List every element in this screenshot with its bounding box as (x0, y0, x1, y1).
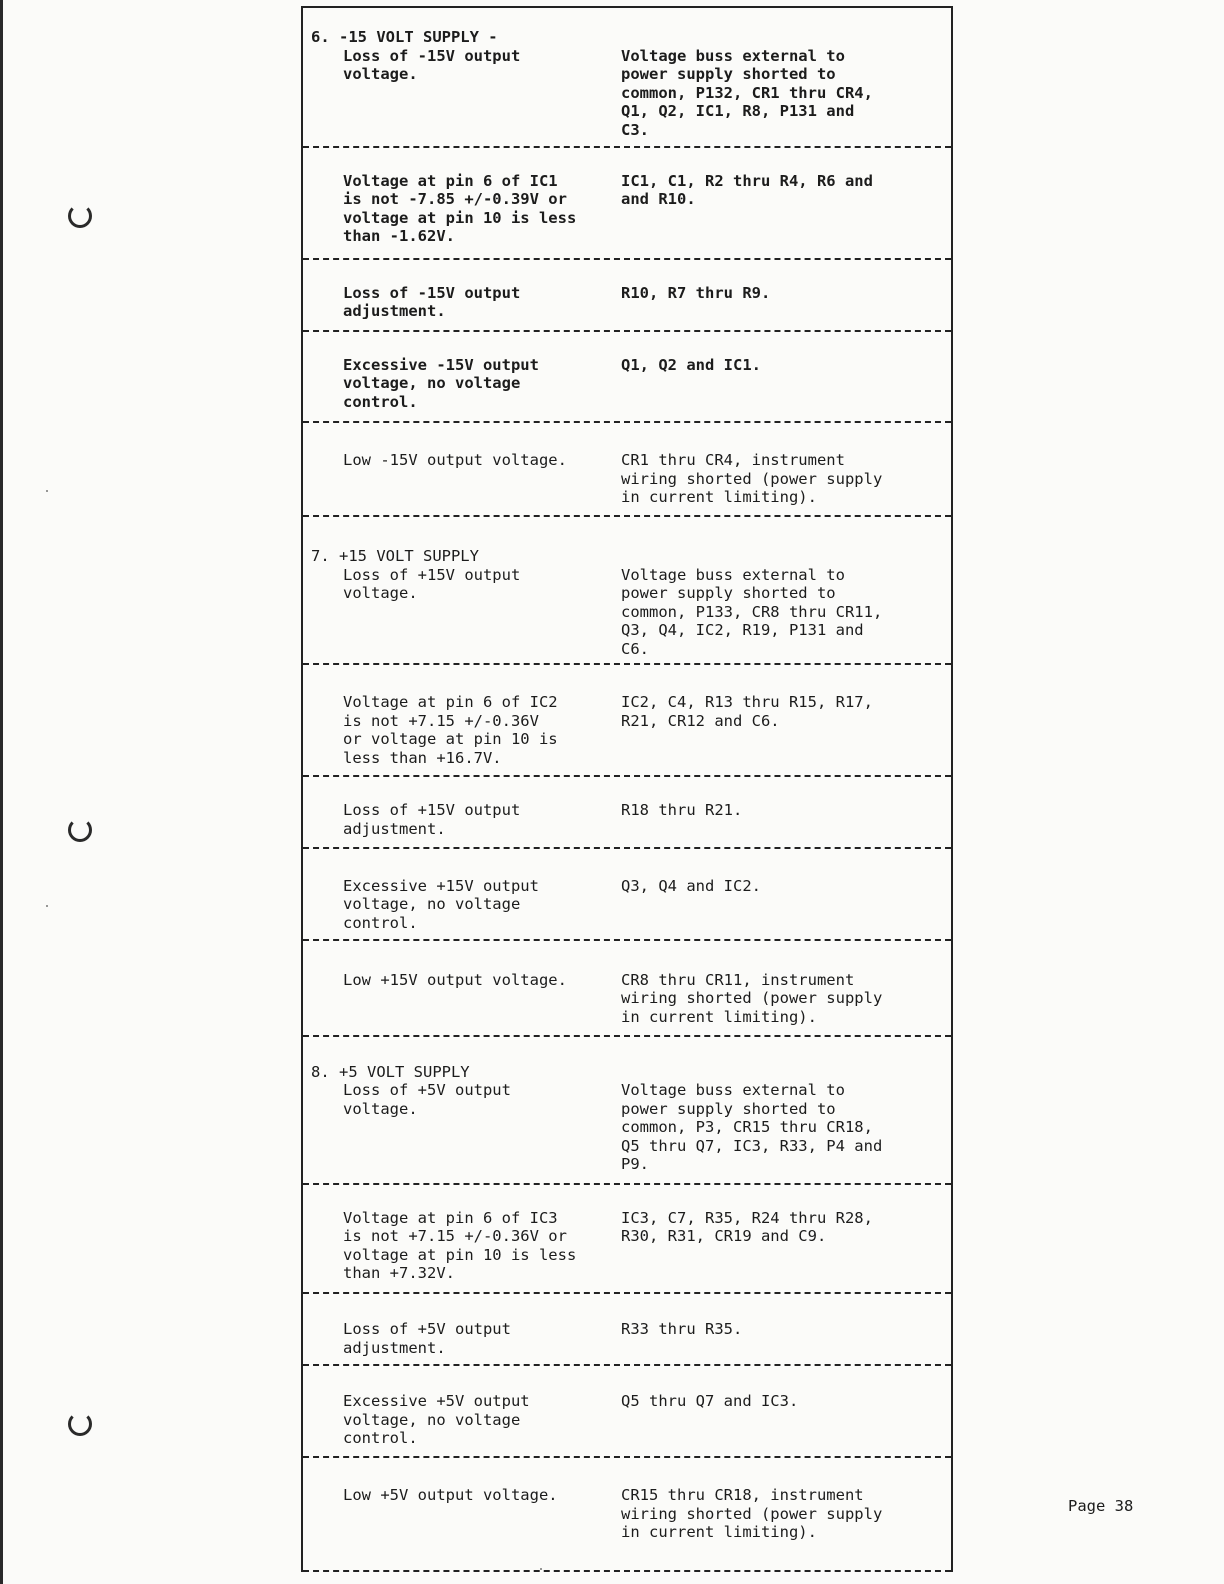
table-row (303, 941, 951, 1037)
probable-cause-cell (621, 547, 951, 663)
table-row (303, 517, 951, 665)
symptom-text: Loss of -15V output voltage. (343, 46, 521, 83)
probable-cause-cell (621, 1320, 951, 1364)
page-number: Page 38 (1068, 1497, 1134, 1515)
probable-cause-cell (621, 1486, 951, 1570)
cause-text: CR8 thru CR11, instrument wiring shorted (power supply in current limiting). (621, 970, 883, 1026)
symptom-text: Voltage at pin 6 of IC3 is not +7.15 +/-0.36V or voltage at pin 10 is less than +7.32V. (343, 1208, 577, 1282)
scan-speck (46, 490, 48, 492)
table-row (303, 8, 951, 148)
probable-cause-cell (621, 284, 951, 330)
cause-text: Voltage buss external to power supply shorted to common, P132, CR1 thru CR4, Q1, Q2, IC1, R8, P131 and C3. (621, 46, 873, 139)
symptom-text: Loss of -15V output adjustment. (343, 283, 521, 321)
symptom-cell (303, 172, 621, 258)
symptom-cell (303, 451, 621, 515)
cause-text: IC1, C1, R2 thru R4, R6 and and R10. (621, 171, 873, 209)
cause-text: R10, R7 thru R9. (621, 283, 771, 302)
symptom-text: Excessive +5V output voltage, no voltage control. (343, 1392, 530, 1448)
cause-text: R33 thru R35. (621, 1320, 743, 1339)
cause-text: Q3, Q4 and IC2. (621, 876, 761, 895)
cause-text: CR1 thru CR4, instrument wiring shorted (power supply in current limiting). (621, 451, 883, 507)
symptom-text: Excessive +15V output voltage, no voltage control. (343, 876, 539, 932)
table-row (303, 332, 951, 424)
probable-cause-cell (621, 971, 951, 1035)
table-row (303, 148, 951, 260)
symptom-text: Voltage at pin 6 of IC2 is not +7.15 +/-0.36V or voltage at pin 10 is less than +16.7V. (343, 693, 558, 767)
symptom-text: Excessive -15V output voltage, no voltage control. (343, 355, 539, 411)
page-left-edge (0, 0, 3, 1584)
cause-text: Voltage buss external to power supply shorted to common, P3, CR15 thru CR18, Q5 thru Q7, IC3, R33, P4 and P9. (621, 1081, 883, 1174)
probable-cause-cell (621, 877, 951, 939)
table-row (303, 1037, 951, 1185)
probable-cause-cell (621, 1392, 951, 1456)
symptom-text: Loss of +15V output voltage. (343, 565, 521, 603)
table-row (303, 1458, 951, 1572)
section-heading: 7. +15 VOLT SUPPLY (311, 547, 479, 566)
probable-cause-cell (621, 1063, 951, 1183)
symptom-cell (303, 284, 621, 330)
cause-text: IC2, C4, R13 thru R15, R17, R21, CR12 and C6. (621, 693, 873, 730)
table-row (303, 1366, 951, 1458)
symptom-text: Loss of +5V output voltage. (343, 1081, 511, 1118)
probable-cause-cell (621, 28, 951, 146)
symptom-cell (303, 693, 621, 775)
symptom-text: Loss of +15V output adjustment. (343, 801, 521, 838)
probable-cause-cell (621, 172, 951, 258)
table-row (303, 665, 951, 777)
symptom-cell (303, 1320, 621, 1364)
cause-text: R18 thru R21. (621, 801, 743, 819)
probable-cause-cell (621, 356, 951, 422)
binder-hole-icon (68, 818, 92, 842)
symptom-cell (303, 1486, 621, 1570)
table-row (303, 1185, 951, 1295)
symptom-cell (303, 1063, 621, 1183)
cause-text: Q1, Q2 and IC1. (621, 355, 761, 374)
probable-cause-cell (621, 693, 951, 775)
symptom-cell (303, 28, 621, 146)
probable-cause-cell (621, 1209, 951, 1293)
cause-text: Q5 thru Q7 and IC3. (621, 1392, 799, 1411)
binder-hole-icon (68, 1412, 92, 1436)
symptom-cell (303, 877, 621, 939)
probable-cause-cell (621, 451, 951, 515)
table-row (303, 849, 951, 941)
cause-text: CR15 thru CR18, instrument wiring shorted (power supply in current limiting). (621, 1486, 883, 1542)
table-row (303, 423, 951, 517)
symptom-text: Low -15V output voltage. (343, 451, 567, 470)
symptom-text: Loss of +5V output adjustment. (343, 1320, 511, 1357)
symptom-cell (303, 356, 621, 422)
table-row (303, 260, 951, 332)
symptom-cell (303, 1392, 621, 1456)
symptom-cell (303, 801, 621, 847)
section-heading: 6. -15 VOLT SUPPLY - (311, 28, 498, 46)
cause-text: IC3, C7, R35, R24 thru R28, R30, R31, CR19 and C9. (621, 1208, 873, 1245)
section-heading: 8. +5 VOLT SUPPLY (311, 1062, 470, 1081)
scan-speck (46, 905, 48, 907)
symptom-cell (303, 547, 621, 663)
binder-hole-icon (68, 204, 92, 228)
cause-text: Voltage buss external to power supply shorted to common, P133, CR8 thru CR11, Q3, Q4, IC2, R19, P131 and C6. (621, 565, 883, 658)
table-row (303, 777, 951, 849)
symptom-cell (303, 1209, 621, 1293)
symptom-cell (303, 971, 621, 1035)
probable-cause-cell (621, 801, 951, 847)
symptom-text: Voltage at pin 6 of IC1 is not -7.85 +/-0.39V or voltage at pin 10 is less than -1.62V. (343, 171, 577, 246)
table-row (303, 1294, 951, 1366)
symptom-text: Low +15V output voltage. (343, 970, 567, 989)
symptom-text: Low +5V output voltage. (343, 1486, 558, 1505)
troubleshooting-table (301, 6, 953, 1572)
